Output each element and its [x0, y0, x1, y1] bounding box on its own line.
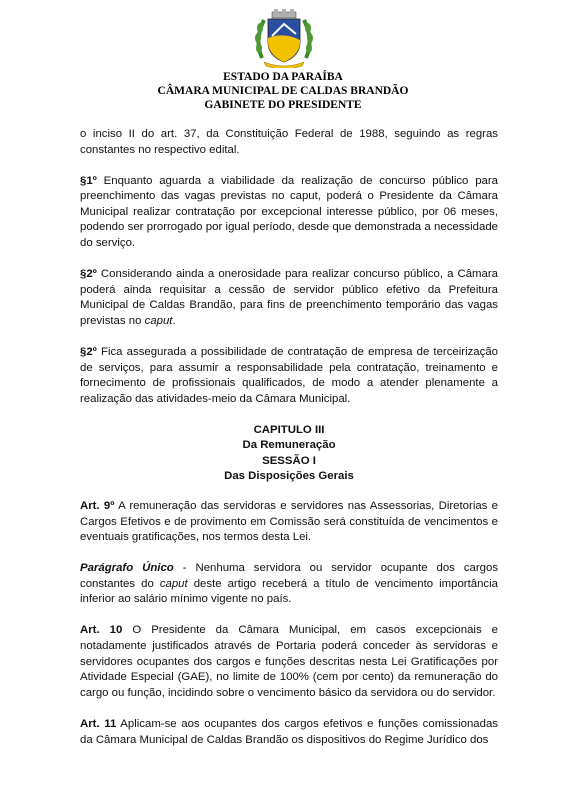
paragraph-text: Enquanto aguarda a viabilidade da realização de concurso público para preenchimento das vagas previstas no caput, poderá o Presidente da Câmara Municipal realizar contratação por excepcional interesse público, por 06 meses, podendo ser prorrogado por igual período, desde que demonstrada a necessidade do serviço. — [80, 174, 498, 250]
paragraph-text: Fica assegurada a possibilidade de contratação de empresa de terceirização de serviços, para assumir a responsabilidade pela contratação, treinamento e fornecimento de profissionais qualificados, de modo a atender plenamente a realização das atividades-meio da Câmara Municipal. — [80, 346, 498, 405]
chapter-title: CAPITULO III — [253, 423, 325, 436]
header-chamber: CÂMARA MUNICIPAL DE CALDAS BRANDÃO — [157, 85, 409, 97]
article-text: O Presidente da Câmara Municipal, em casos excepcionais e notadamente justificados através de Portaria poderá conceder às servidoras e servidores ocupantes dos cargos e funções descritas nesta Lei Gratificações por Atividade Especial (GAE), no limite de 100% (cem por cento) da remuneração do cargo ou função, incidindo sobre o vencimento básico da servidora ou do servidor. — [80, 624, 499, 699]
paragraph-3 — [80, 345, 498, 407]
paragraph-continuation — [80, 127, 498, 158]
article-text: A remuneração das servidoras e servidores nas Assessorias, Diretorias e Cargos Efetivos e de provimento em Comissão será constituída de vencimentos e eventuais gratificações, nos termos desta Lei. — [80, 499, 499, 544]
paragraph-2 — [80, 267, 498, 329]
header-office: GABINETE DO PRESIDENTE — [204, 99, 362, 111]
paragraph-label: Parágrafo Único — [80, 562, 174, 575]
article-label: Art. 11 — [80, 717, 117, 730]
paragraph-label: §2º — [80, 268, 97, 281]
letterhead — [0, 70, 566, 112]
article-label: Art. 10 — [80, 624, 123, 637]
article-label: Art. 9º — [80, 499, 115, 512]
paragraph-italic: caput — [159, 577, 188, 590]
document-body — [80, 127, 498, 764]
paragrafo-unico — [80, 561, 498, 608]
article-10 — [80, 623, 498, 701]
article-11 — [80, 717, 498, 748]
paragraph-text: Considerando ainda a onerosidade para realizar concurso público, a Câmara poderá ainda requisitar a cessão de servidor público efetivo da Prefeitura Municipal de Caldas Brandão, para fins de preenchimento temporário das vagas previstas no — [80, 268, 498, 327]
section-title: SESSÃO I — [262, 454, 316, 467]
header-state: ESTADO DA PARAÍBA — [223, 71, 343, 83]
article-text: Aplicam-se aos ocupantes dos cargos efetivos e funções comissionadas da Câmara Municipal de Caldas Brandão os dispositivos do Regime Jurídico dos — [80, 717, 499, 746]
paragraph-text: - Nenhuma servidora ou servidor ocupante dos cargos constantes do — [80, 562, 499, 590]
section-subtitle: Das Disposições Gerais — [224, 470, 354, 483]
paragraph-text: o inciso II do art. 37, da Constituição Federal de 1988, seguindo as regras constantes no respectivo edital. — [80, 128, 498, 156]
chapter-heading — [80, 423, 498, 485]
municipal-crest-icon — [252, 8, 316, 68]
paragraph-label: §2º — [80, 346, 97, 359]
paragraph-1 — [80, 174, 498, 252]
article-9 — [80, 499, 498, 546]
paragraph-label: §1º — [80, 174, 97, 187]
paragraph-end: . — [172, 314, 176, 327]
paragraph-text-end: deste artigo receberá a título de vencimento importância inferior ao salário mínimo vigente no país. — [80, 577, 498, 606]
chapter-subtitle: Da Remuneração — [242, 439, 336, 452]
paragraph-italic: caput — [144, 314, 173, 327]
